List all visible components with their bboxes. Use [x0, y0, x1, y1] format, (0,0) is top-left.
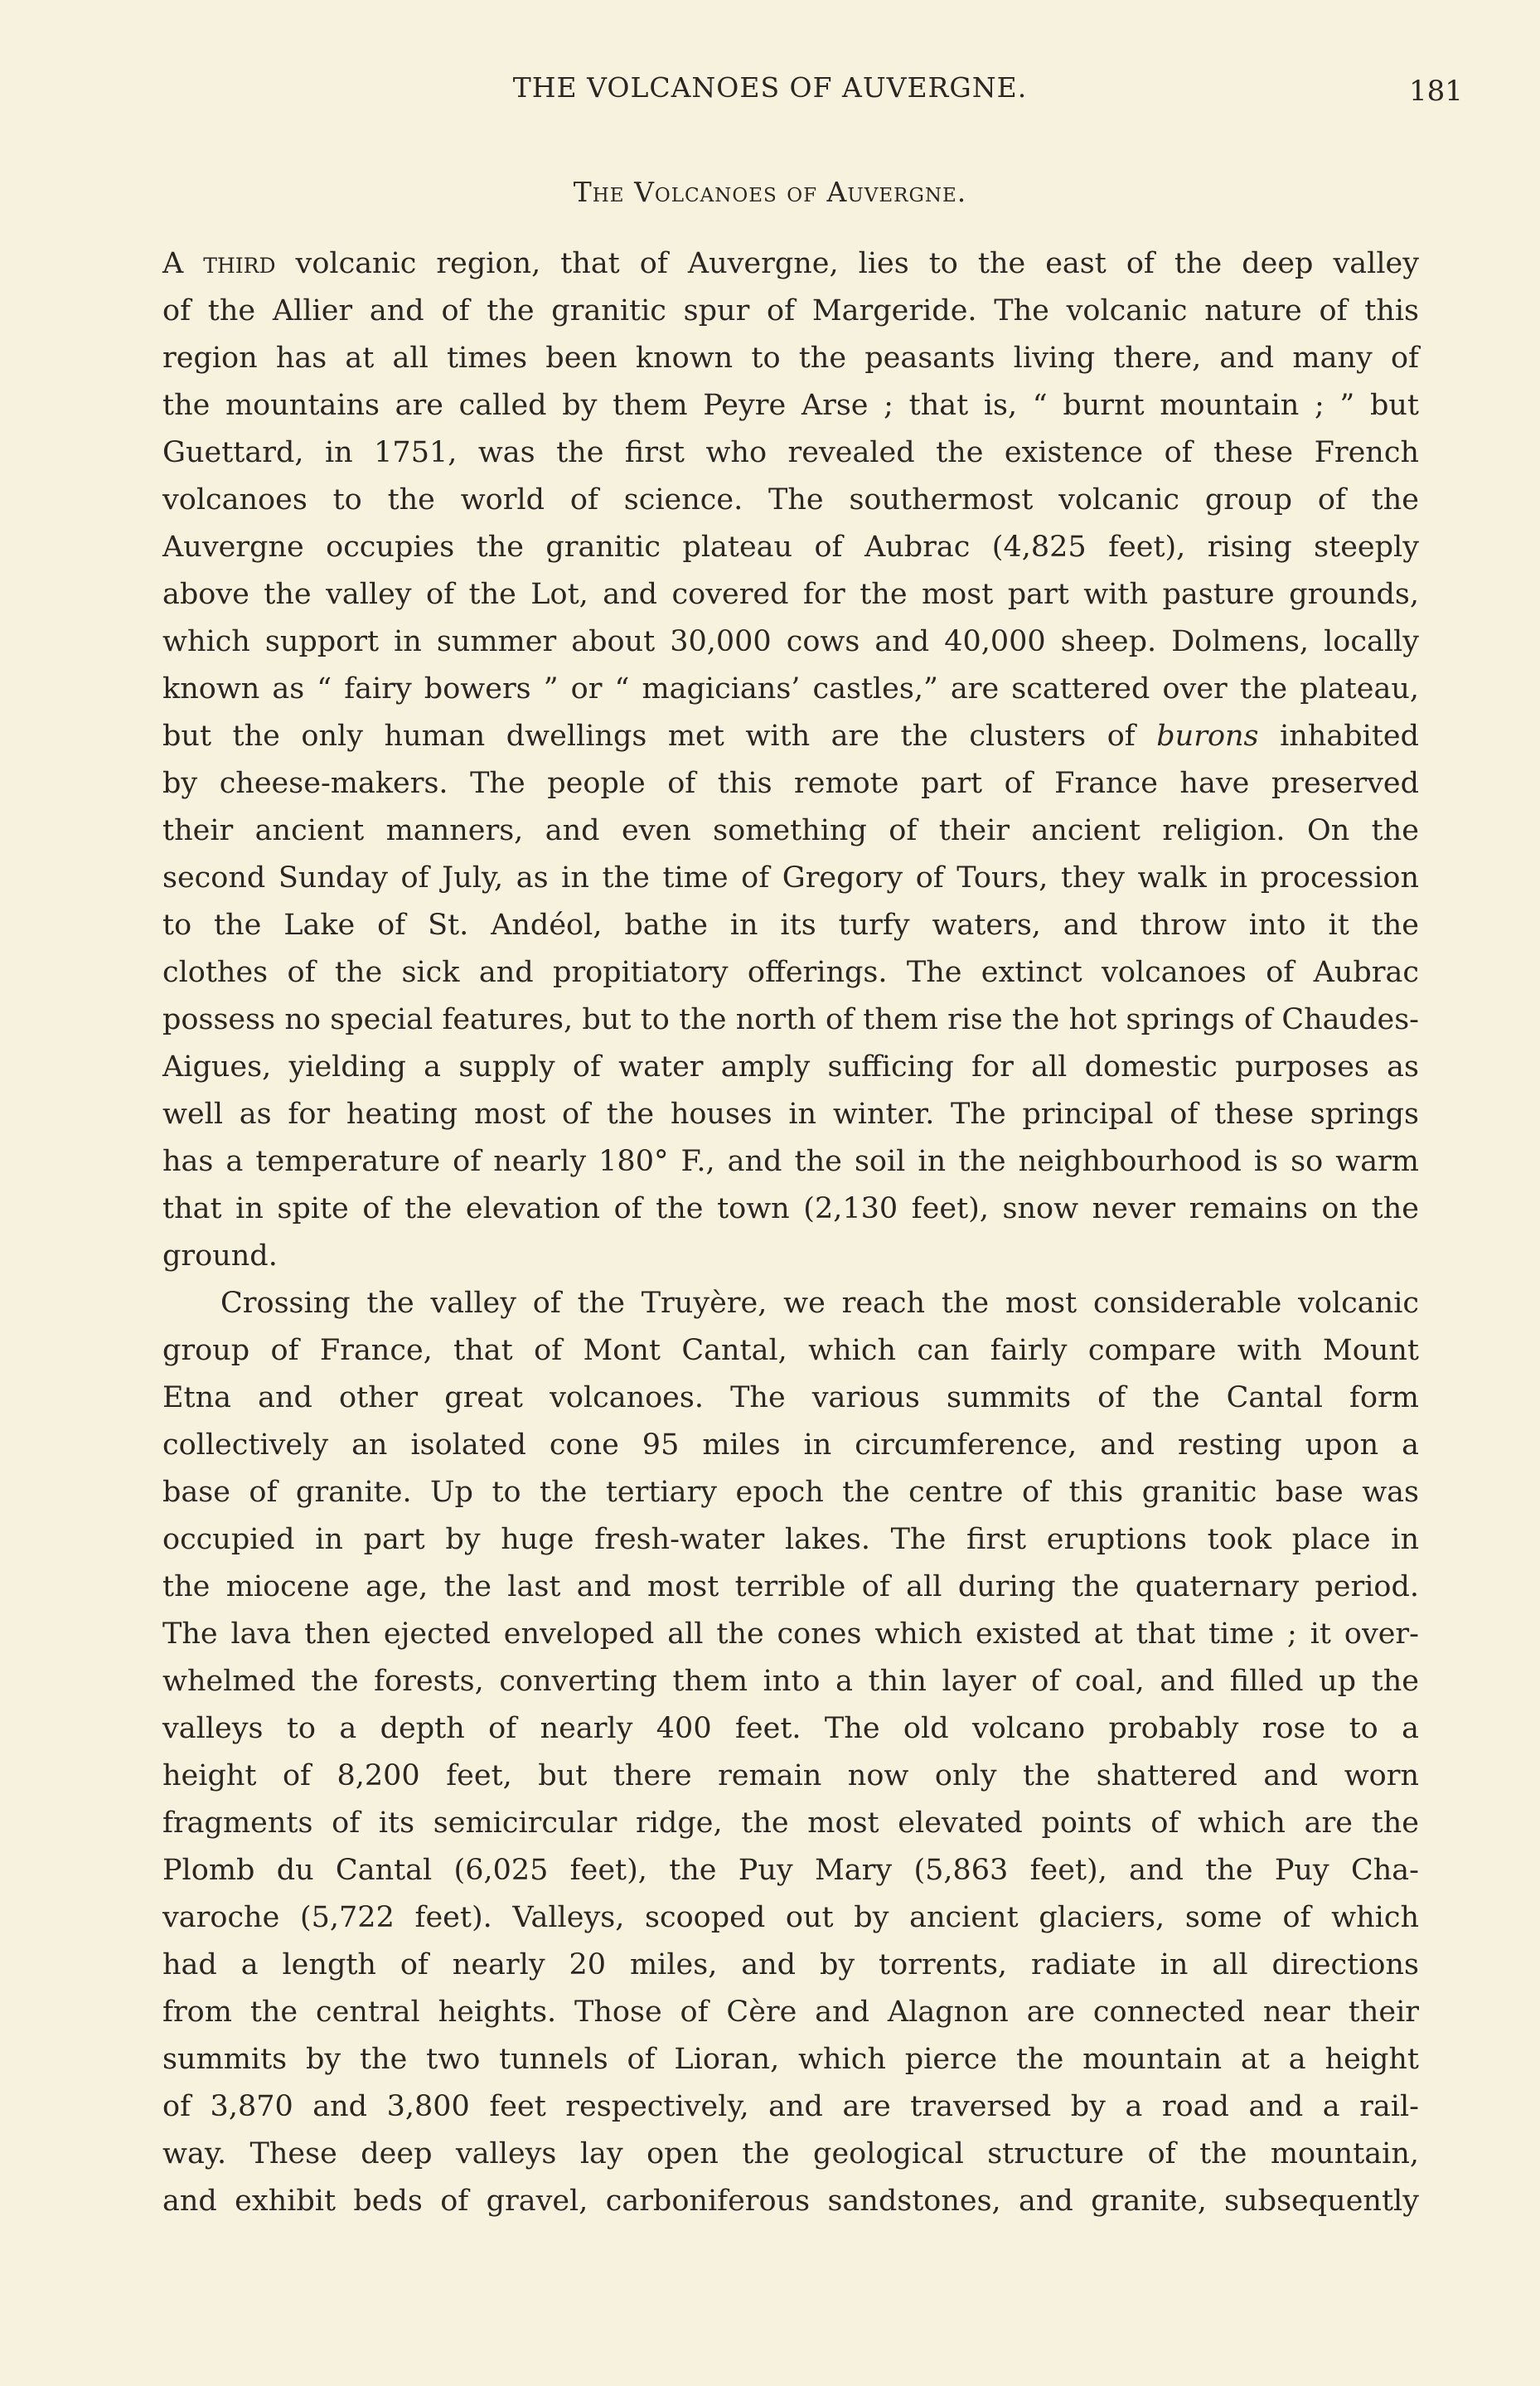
text-line: Plomb du Cantal (6,025 feet), the Puy Mary (5,863 feet), and the Puy Cha- [162, 1854, 1419, 1887]
text-line: of the Allier and of the granitic spur of Margeride. The volcanic nature of this [162, 294, 1419, 327]
page-number: 181 [1409, 75, 1463, 108]
text-line: collectively an isolated cone 95 miles in circumference, and resting upon a [162, 1428, 1419, 1462]
text-line: the mountains are called by them Peyre Arse ; that is, “ burnt mountain ; ” but [162, 389, 1419, 422]
body-text [162, 240, 1419, 2225]
running-header: THE VOLCANOES OF AUVERGNE. [512, 71, 1028, 104]
text-line: second Sunday of July, as in the time of Gregory of Tours, they walk in procession [162, 861, 1419, 895]
text-line: and exhibit beds of gravel, carboniferous sandstones, and granite, subsequently [162, 2185, 1419, 2218]
text-line: to the Lake of St. Andéol, bathe in its turfy waters, and throw into it the [162, 909, 1419, 942]
text-line: whelmed the forests, converting them into a thin layer of coal, and filled up the [162, 1665, 1419, 1698]
text-line: way. These deep valleys lay open the geological structure of the mountain, [162, 2137, 1419, 2170]
text-line: base of granite. Up to the tertiary epoch the centre of this granitic base was [162, 1476, 1419, 1509]
text-line: varoche (5,722 feet). Valleys, scooped out by ancient glaciers, some of which [162, 1901, 1419, 1934]
text-line: region has at all times been known to the peasants living there, and many of [162, 342, 1419, 375]
text-line: Auvergne occupies the granitic plateau of Aubrac (4,825 feet), rising steeply [162, 531, 1419, 564]
text-line: had a length of nearly 20 miles, and by torrents, radiate in all directions [162, 1948, 1419, 1981]
text-line: ground. [162, 1239, 278, 1273]
text-line: occupied in part by huge fresh-water lakes. The first eruptions took place in [162, 1523, 1419, 1556]
text-line: Aigues, yielding a supply of water amply sufficing for all domestic purposes as [162, 1050, 1419, 1084]
text-line: A third volcanic region, that of Auvergne, lies to the east of the deep valley [162, 247, 1419, 280]
text-line: volcanoes to the world of science. The southermost volcanic group of the [162, 483, 1419, 516]
text-line: possess no special features, but to the north of them rise the hot springs of Chaudes- [162, 1003, 1419, 1036]
text-line: but the only human dwellings met with are the clusters of burons inhabited [162, 720, 1419, 753]
text-line: that in spite of the elevation of the town (2,130 feet), snow never remains on the [162, 1192, 1419, 1225]
text-line: has a temperature of nearly 180° F., and the soil in the neighbourhood is so warm [162, 1145, 1419, 1178]
text-line: the miocene age, the last and most terrible of all during the quaternary period. [162, 1570, 1419, 1603]
text-line: height of 8,200 feet, but there remain now only the shattered and worn [162, 1759, 1419, 1792]
text-line: well as for heating most of the houses in winter. The principal of these springs [162, 1098, 1419, 1131]
text-line: summits by the two tunnels of Lioran, which pierce the mountain at a height [162, 2043, 1419, 2076]
text-line: Etna and other great volcanoes. The various summits of the Cantal form [162, 1381, 1419, 1414]
text-line: which support in summer about 30,000 cows and 40,000 sheep. Dolmens, locally [162, 625, 1419, 658]
text-line: from the central heights. Those of Cère and Alagnon are connected near their [162, 1996, 1419, 2029]
text-line: group of France, that of Mont Cantal, which can fairly compare with Mount [162, 1334, 1419, 1367]
text-line: by cheese-makers. The people of this remote part of France have preserved [162, 767, 1419, 800]
text-line: known as “ fairy bowers ” or “ magicians’ castles,” are scattered over the plateau, [162, 672, 1419, 706]
text-line: valleys to a depth of nearly 400 feet. The old volcano probably rose to a [162, 1712, 1419, 1745]
text-line: clothes of the sick and propitiatory offerings. The extinct volcanoes of Aubrac [162, 956, 1419, 989]
text-line: Guettard, in 1751, was the first who revealed the existence of these French [162, 436, 1419, 469]
text-line: of 3,870 and 3,800 feet respectively, and are traversed by a road and a rail- [162, 2090, 1419, 2123]
text-line: fragments of its semicircular ridge, the most elevated points of which are the [162, 1806, 1419, 1840]
text-line: above the valley of the Lot, and covered for the most part with pasture grounds, [162, 578, 1419, 611]
text-line: The lava then ejected enveloped all the cones which existed at that time ; it over- [162, 1617, 1419, 1651]
section-title: The Volcanoes of Auvergne. [573, 176, 967, 208]
text-line: Crossing the valley of the Truyère, we reach the most considerable volcanic [220, 1287, 1419, 1320]
text-line: their ancient manners, and even something of their ancient religion. On the [162, 814, 1419, 847]
